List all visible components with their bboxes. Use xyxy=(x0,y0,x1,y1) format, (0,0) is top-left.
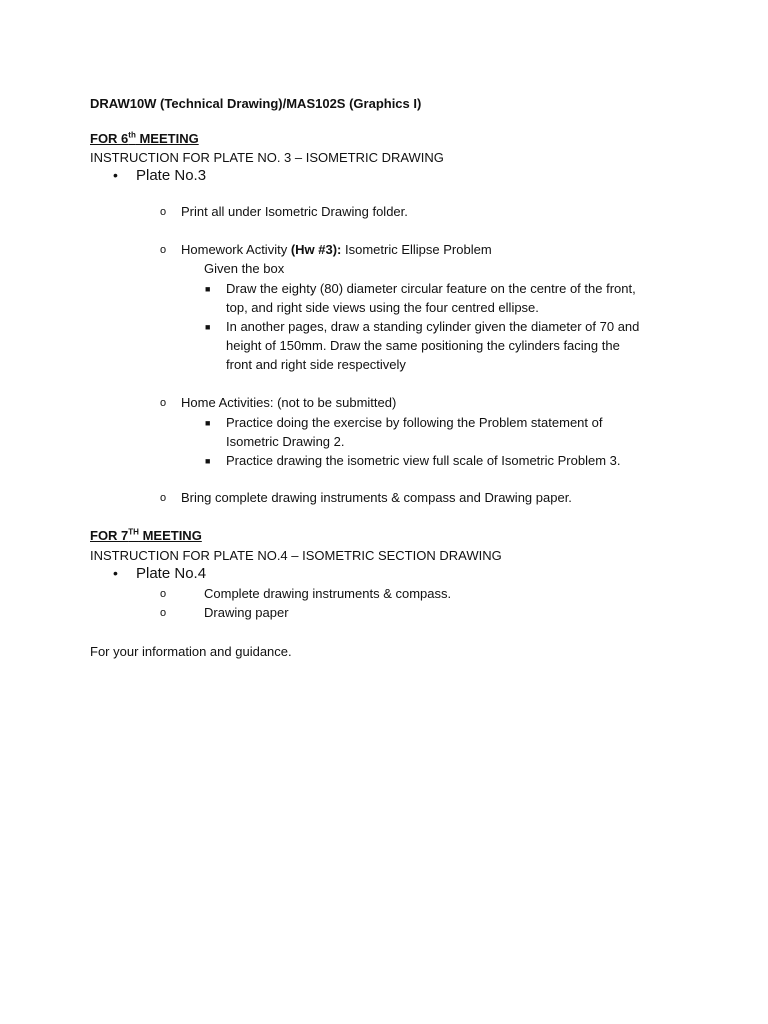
meeting-6-sup: th xyxy=(128,130,136,140)
homework-title: Isometric Ellipse Problem xyxy=(341,242,492,257)
meeting-7-heading xyxy=(90,526,202,545)
bring-item: Bring complete drawing instruments & compass and Drawing paper. xyxy=(181,490,572,505)
square-bullet-icon: ■ xyxy=(205,284,211,294)
meeting-6-instruction: INSTRUCTION FOR PLATE NO. 3 – ISOMETRIC DRAWING xyxy=(90,150,444,165)
given-the-box: Given the box xyxy=(204,261,285,276)
meeting-7-sup: TH xyxy=(128,527,139,537)
closing-line: For your information and guidance. xyxy=(90,644,292,659)
square-bullet-icon: ■ xyxy=(205,418,211,428)
circle-bullet-icon: o xyxy=(160,397,167,409)
course-title: DRAW10W (Technical Drawing)/MAS102S (Graphics I) xyxy=(90,96,422,111)
circle-bullet-icon: o xyxy=(160,206,167,218)
meeting-7-suffix: MEETING xyxy=(138,528,202,543)
meeting-6-suffix: MEETING xyxy=(135,131,199,146)
hw-item-1-line-2: top, and right side views using the four centred ellipse. xyxy=(226,300,539,315)
hw-item-2-line-3: front and right side respectively xyxy=(226,357,406,372)
home-item-2-line-1: Practice drawing the isometric view full scale of Isometric Problem 3. xyxy=(226,453,621,468)
square-bullet-icon: ■ xyxy=(205,322,211,332)
home-item-1-line-1: Practice doing the exercise by following the Problem statement of xyxy=(226,415,603,430)
meeting-6-heading xyxy=(90,129,199,148)
circle-bullet-icon: o xyxy=(160,607,167,619)
circle-bullet-icon: o xyxy=(160,492,167,504)
homework-activity xyxy=(181,240,492,259)
bullet-icon: • xyxy=(113,565,118,581)
print-item: Print all under Isometric Drawing folder. xyxy=(181,204,408,219)
plate-4-item-2: Drawing paper xyxy=(204,605,289,620)
homework-prefix: Homework Activity xyxy=(181,242,291,257)
hw-item-2-line-1: In another pages, draw a standing cylinder given the diameter of 70 and xyxy=(226,319,640,334)
circle-bullet-icon: o xyxy=(160,244,167,256)
square-bullet-icon: ■ xyxy=(205,456,211,466)
circle-bullet-icon: o xyxy=(160,588,167,600)
hw-item-2-line-2: height of 150mm. Draw the same positioning the cylinders facing the xyxy=(226,338,620,353)
bullet-icon: • xyxy=(113,167,118,183)
hw-item-1-line-1: Draw the eighty (80) diameter circular feature on the centre of the front, xyxy=(226,281,636,296)
home-item-1-line-2: Isometric Drawing 2. xyxy=(226,434,345,449)
plate-3-label: Plate No.3 xyxy=(136,167,207,184)
home-activities: Home Activities: (not to be submitted) xyxy=(181,395,397,410)
meeting-7-prefix: FOR 7 xyxy=(90,528,129,543)
homework-code: (Hw #3): xyxy=(290,242,342,257)
meeting-7-instruction: INSTRUCTION FOR PLATE NO.4 – ISOMETRIC SECTION DRAWING xyxy=(90,548,502,563)
plate-4-label: Plate No.4 xyxy=(136,565,207,582)
meeting-6-prefix: FOR 6 xyxy=(90,131,129,146)
plate-4-item-1: Complete drawing instruments & compass. xyxy=(204,586,452,601)
